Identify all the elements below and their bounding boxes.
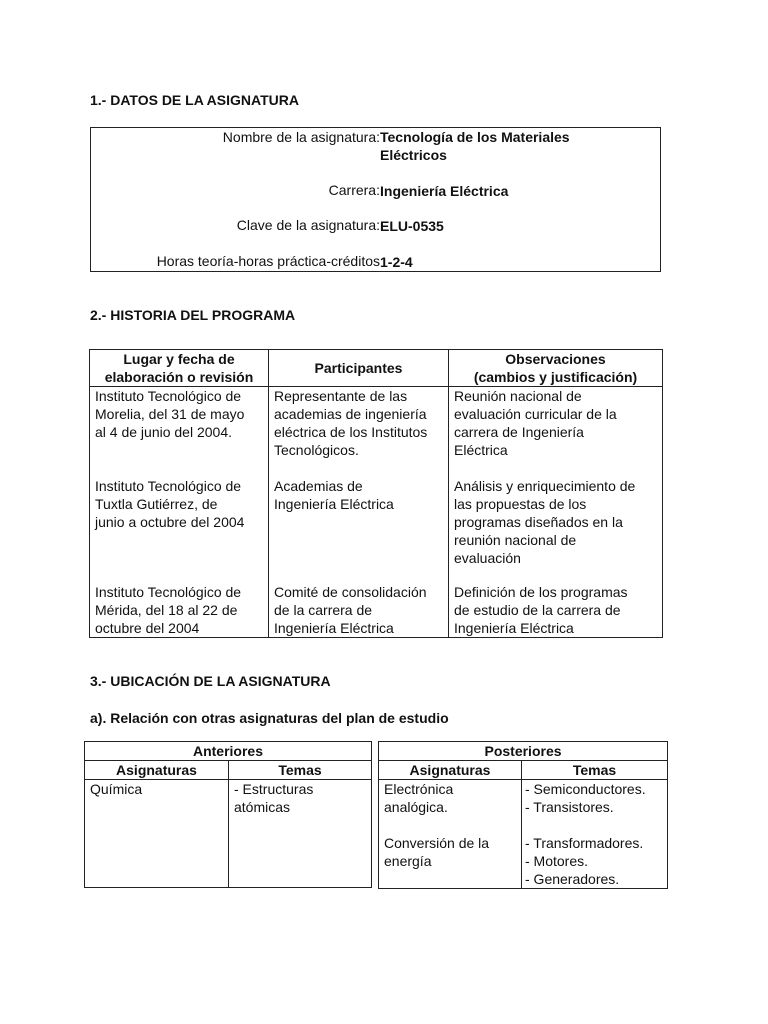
history-table [89,349,663,638]
label-nombre: Nombre de la asignatura: [222,129,380,145]
course-data-box [90,127,661,272]
value-clave: ELU-0535 [380,218,444,234]
row-observaciones: Reunión nacional de evaluación curricular de la carrera de Ingeniería Eléctrica [454,388,617,458]
anteriores-temas: - Estructuras atómicas [229,780,372,888]
anteriores-asignaturas: Química [85,780,229,888]
posteriores-asignaturas: Electrónica analógica. Conversión de la energía [379,780,522,889]
row-lugar: Instituto Tecnológico de Morelia, del 31 de mayo al 4 de junio del 2004. [95,388,245,440]
posteriores-col-asignaturas: Asignaturas [379,761,522,780]
header-lugar: Lugar y fecha de elaboración o revisión [90,350,269,387]
posteriores-col-temas: Temas [522,761,668,780]
value-horas: 1-2-4 [380,254,413,270]
row-lugar: Instituto Tecnológico de Mérida, del 18 al 22 de octubre del 2004 [95,584,242,636]
table-row [90,387,663,638]
label-carrera: Carrera: [328,182,380,198]
posteriores-title: Posteriores [379,742,668,761]
row-participantes: Representante de las academias de ingeniería eléctrica de los Institutos Tecnológicos. [274,388,428,458]
row-observaciones: Definición de los programas de estudio de la carrera de Ingeniería Eléctrica [454,584,628,636]
posteriores-temas: - Semiconductores. - Transistores. - Transformadores. - Motores. - Generadores. [522,780,668,889]
value-carrera: Ingeniería Eléctrica [380,183,509,199]
row-participantes: Academias de Ingeniería Eléctrica [274,478,394,512]
row-lugar: Instituto Tecnológico de Tuxtla Gutiérrez, de junio a octubre del 2004 [95,478,245,530]
section3-subtitle: a). Relación con otras asignaturas del plan de estudio [90,710,449,726]
anteriores-col-temas: Temas [229,761,372,780]
row-participantes: Comité de consolidación de la carrera de Ingeniería Eléctrica [274,584,427,636]
section3-title: 3.- UBICACIÓN DE LA ASIGNATURA [90,673,331,689]
section1-title: 1.- DATOS DE LA ASIGNATURA [90,92,299,108]
section2-title: 2.- HISTORIA DEL PROGRAMA [90,307,296,323]
header-participantes: Participantes [269,350,449,387]
anteriores-title: Anteriores [85,742,372,761]
posteriores-table [378,741,668,889]
label-clave: Clave de la asignatura: [236,217,380,233]
anteriores-table [84,741,372,888]
header-observaciones: Observaciones (cambios y justificación) [449,350,663,387]
row-observaciones: Análisis y enriquecimiento de las propuestas de los programas diseñados en la reunión nacional de evaluación [454,478,636,566]
value-nombre: Tecnología de los Materiales Eléctricos [380,129,570,163]
anteriores-col-asignaturas: Asignaturas [85,761,229,780]
label-horas: Horas teoría-horas práctica-créditos [156,253,380,269]
